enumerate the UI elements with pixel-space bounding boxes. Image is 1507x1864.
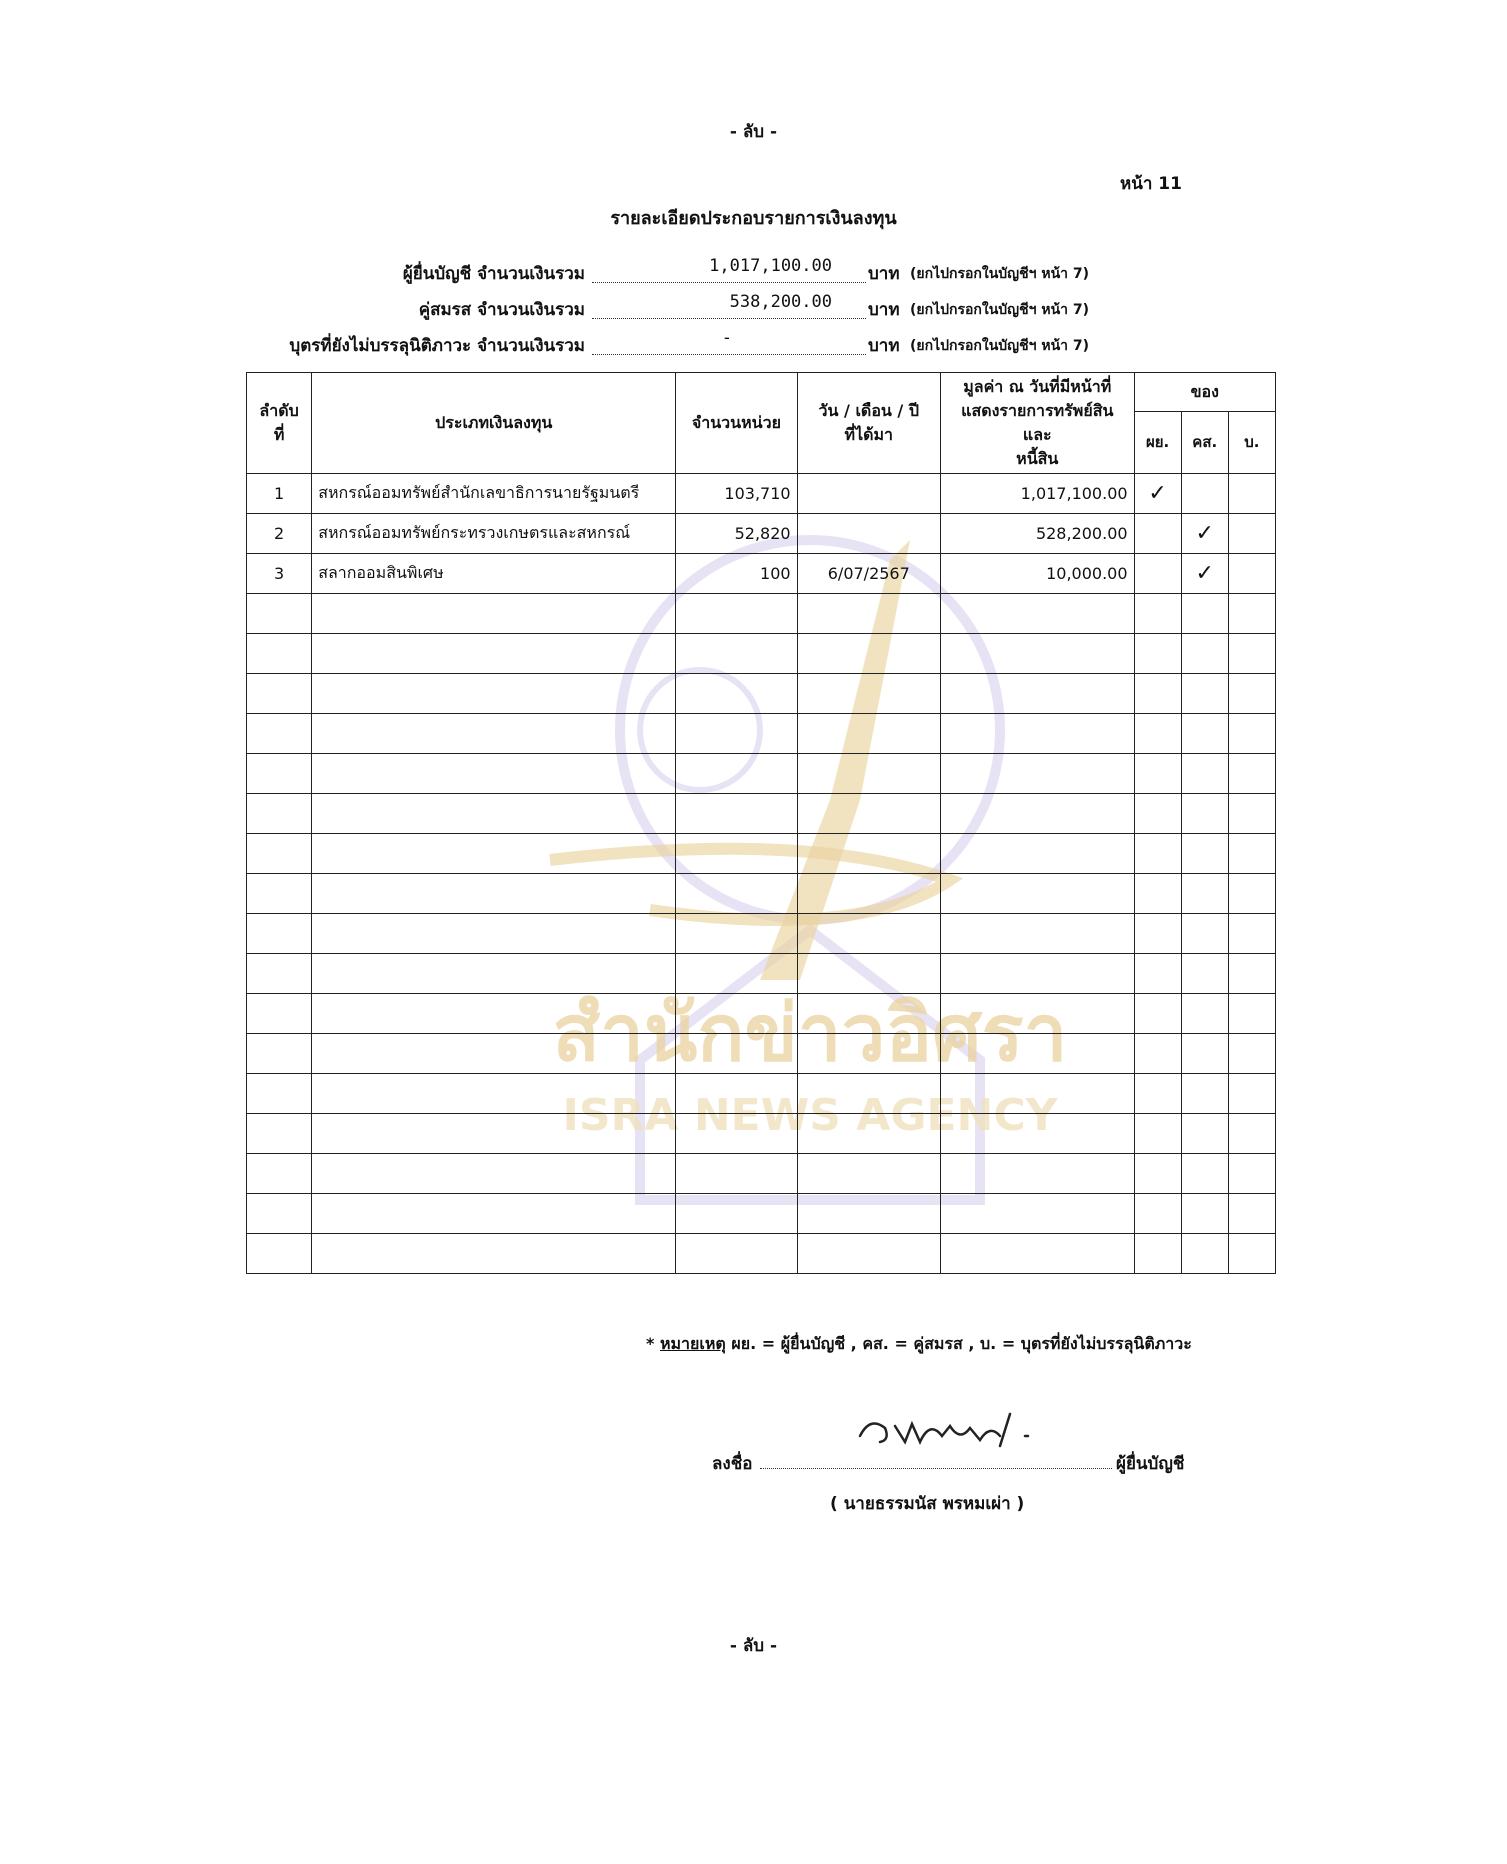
empty-cell bbox=[1181, 994, 1228, 1034]
cell-date bbox=[797, 474, 940, 514]
empty-cell bbox=[312, 1194, 676, 1234]
empty-cell bbox=[1228, 1114, 1275, 1154]
cell-value: 10,000.00 bbox=[940, 554, 1134, 594]
signature-label: ลงชื่อ bbox=[712, 1454, 753, 1474]
empty-cell bbox=[1134, 914, 1181, 954]
cell-type: สหกรณ์ออมทรัพย์กระทรวงเกษตรและสหกรณ์ bbox=[312, 514, 676, 554]
empty-cell bbox=[1134, 1234, 1181, 1274]
summary-unit: บาท bbox=[868, 300, 900, 320]
summary-amount: - bbox=[721, 328, 732, 348]
empty-cell bbox=[312, 794, 676, 834]
investment-table bbox=[246, 372, 1276, 1274]
empty-cell bbox=[676, 1154, 797, 1194]
empty-cell bbox=[312, 1234, 676, 1274]
summary-label: คู่สมรส จำนวนเงินรวม bbox=[418, 300, 585, 320]
empty-cell bbox=[247, 994, 312, 1034]
empty-cell bbox=[1181, 1234, 1228, 1274]
empty-cell bbox=[676, 874, 797, 914]
header-owner-child: บ. bbox=[1228, 412, 1275, 474]
empty-cell bbox=[797, 1154, 940, 1194]
empty-cell bbox=[1181, 1034, 1228, 1074]
empty-cell bbox=[940, 1114, 1134, 1154]
empty-cell bbox=[312, 1034, 676, 1074]
empty-cell bbox=[797, 1194, 940, 1234]
summary-unit: บาท bbox=[868, 336, 900, 356]
empty-cell bbox=[676, 634, 797, 674]
cell-owner-spouse bbox=[1181, 474, 1228, 514]
empty-cell bbox=[247, 1234, 312, 1274]
empty-cell bbox=[1134, 1154, 1181, 1194]
empty-cell bbox=[247, 954, 312, 994]
empty-cell bbox=[797, 794, 940, 834]
blank-rows bbox=[247, 594, 1276, 1274]
empty-cell bbox=[1181, 754, 1228, 794]
empty-table-row bbox=[247, 874, 1276, 914]
empty-cell bbox=[1134, 754, 1181, 794]
cell-units: 103,710 bbox=[676, 474, 797, 514]
empty-table-row bbox=[247, 754, 1276, 794]
empty-cell bbox=[1181, 874, 1228, 914]
empty-table-row bbox=[247, 834, 1276, 874]
empty-cell bbox=[1228, 1154, 1275, 1194]
empty-cell bbox=[676, 674, 797, 714]
empty-cell bbox=[940, 994, 1134, 1034]
empty-cell bbox=[1181, 954, 1228, 994]
empty-cell bbox=[676, 1114, 797, 1154]
empty-cell bbox=[1181, 674, 1228, 714]
empty-cell bbox=[676, 834, 797, 874]
empty-cell bbox=[247, 594, 312, 634]
empty-cell bbox=[676, 1074, 797, 1114]
classification-bottom: - ลับ - bbox=[729, 1636, 778, 1656]
empty-cell bbox=[1134, 674, 1181, 714]
empty-cell bbox=[312, 954, 676, 994]
summary-label: ผู้ยื่นบัญชี จำนวนเงินรวม bbox=[402, 264, 585, 284]
empty-cell bbox=[1228, 794, 1275, 834]
empty-cell bbox=[1134, 994, 1181, 1034]
empty-table-row bbox=[247, 634, 1276, 674]
signature-role: ผู้ยื่นบัญชี bbox=[1116, 1454, 1185, 1474]
empty-cell bbox=[1134, 794, 1181, 834]
empty-cell bbox=[676, 594, 797, 634]
empty-table-row bbox=[247, 994, 1276, 1034]
empty-cell bbox=[312, 714, 676, 754]
empty-cell bbox=[247, 874, 312, 914]
summary-note: (ยกไปกรอกในบัญชีฯ หน้า 7) bbox=[910, 338, 1090, 354]
empty-cell bbox=[1228, 714, 1275, 754]
empty-cell bbox=[940, 714, 1134, 754]
cell-units: 52,820 bbox=[676, 514, 797, 554]
empty-table-row bbox=[247, 954, 1276, 994]
empty-cell bbox=[1228, 754, 1275, 794]
empty-cell bbox=[312, 834, 676, 874]
header-no: ลำดับ ที่ bbox=[247, 373, 312, 474]
empty-cell bbox=[312, 1154, 676, 1194]
empty-cell bbox=[1228, 1234, 1275, 1274]
cell-units: 100 bbox=[676, 554, 797, 594]
empty-cell bbox=[676, 954, 797, 994]
empty-cell bbox=[940, 954, 1134, 994]
empty-cell bbox=[940, 674, 1134, 714]
empty-cell bbox=[940, 594, 1134, 634]
empty-table-row bbox=[247, 1034, 1276, 1074]
empty-cell bbox=[797, 874, 940, 914]
empty-cell bbox=[940, 914, 1134, 954]
cell-owner-spouse: ✓ bbox=[1181, 514, 1228, 554]
empty-table-row bbox=[247, 1074, 1276, 1114]
empty-cell bbox=[797, 714, 940, 754]
empty-cell bbox=[247, 794, 312, 834]
empty-cell bbox=[1181, 634, 1228, 674]
table-row bbox=[247, 554, 1276, 594]
summary-amount: 538,200.00 bbox=[729, 292, 832, 312]
header-owner-filer: ผย. bbox=[1134, 412, 1181, 474]
empty-table-row bbox=[247, 674, 1276, 714]
empty-cell bbox=[1228, 874, 1275, 914]
cell-owner-child bbox=[1228, 554, 1275, 594]
cell-owner-filer: ✓ bbox=[1134, 474, 1181, 514]
empty-cell bbox=[797, 954, 940, 994]
header-owner: ของ bbox=[1134, 373, 1275, 412]
empty-cell bbox=[1228, 994, 1275, 1034]
empty-cell bbox=[797, 1074, 940, 1114]
empty-cell bbox=[1134, 1114, 1181, 1154]
cell-type: สหกรณ์ออมทรัพย์สำนักเลขาธิการนายรัฐมนตรี bbox=[312, 474, 676, 514]
empty-cell bbox=[797, 1234, 940, 1274]
empty-cell bbox=[797, 634, 940, 674]
summary-label: บุตรที่ยังไม่บรรลุนิติภาวะ จำนวนเงินรวม bbox=[289, 336, 585, 356]
empty-table-row bbox=[247, 1154, 1276, 1194]
footnote bbox=[646, 1332, 1192, 1357]
cell-value: 1,017,100.00 bbox=[940, 474, 1134, 514]
footnote-star: * bbox=[646, 1334, 655, 1353]
empty-cell bbox=[1228, 914, 1275, 954]
empty-cell bbox=[797, 1034, 940, 1074]
cell-owner-child bbox=[1228, 474, 1275, 514]
classification-top: - ลับ - bbox=[729, 122, 778, 142]
empty-cell bbox=[1181, 1074, 1228, 1114]
empty-cell bbox=[797, 754, 940, 794]
empty-cell bbox=[940, 1154, 1134, 1194]
cell-owner-child bbox=[1228, 514, 1275, 554]
cell-owner-filer bbox=[1134, 554, 1181, 594]
signature-dotted-line bbox=[760, 1448, 1112, 1469]
empty-cell bbox=[1181, 1154, 1228, 1194]
watermark-english-text: ISRA NEWS AGENCY bbox=[562, 1090, 1058, 1141]
empty-cell bbox=[676, 714, 797, 754]
empty-cell bbox=[247, 674, 312, 714]
document-title: รายละเอียดประกอบรายการเงินลงทุน bbox=[610, 208, 897, 229]
header-value: มูลค่า ณ วันที่มีหน้าที่ แสดงรายการทรัพย์สินและ หนี้สิน bbox=[940, 373, 1134, 474]
empty-cell bbox=[797, 994, 940, 1034]
empty-cell bbox=[940, 1234, 1134, 1274]
cell-type: สลากออมสินพิเศษ bbox=[312, 554, 676, 594]
empty-cell bbox=[247, 1154, 312, 1194]
empty-cell bbox=[1228, 834, 1275, 874]
empty-cell bbox=[797, 594, 940, 634]
cell-no: 2 bbox=[247, 514, 312, 554]
empty-cell bbox=[1228, 674, 1275, 714]
empty-cell bbox=[940, 874, 1134, 914]
header-type: ประเภทเงินลงทุน bbox=[312, 373, 676, 474]
cell-owner-filer bbox=[1134, 514, 1181, 554]
summary-note: (ยกไปกรอกในบัญชีฯ หน้า 7) bbox=[910, 302, 1090, 318]
empty-cell bbox=[1181, 1194, 1228, 1234]
empty-cell bbox=[1134, 634, 1181, 674]
cell-no: 3 bbox=[247, 554, 312, 594]
summary-filer bbox=[0, 256, 1507, 288]
empty-cell bbox=[1181, 794, 1228, 834]
empty-cell bbox=[676, 794, 797, 834]
empty-table-row bbox=[247, 594, 1276, 634]
watermark-thai-text: สำนักข่าวอิศรา bbox=[552, 989, 1068, 1079]
empty-cell bbox=[1134, 714, 1181, 754]
empty-table-row bbox=[247, 914, 1276, 954]
empty-cell bbox=[676, 914, 797, 954]
empty-cell bbox=[940, 634, 1134, 674]
footnote-label: หมายเหตุ bbox=[659, 1334, 726, 1353]
empty-cell bbox=[1181, 594, 1228, 634]
header-owner-spouse: คส. bbox=[1181, 412, 1228, 474]
empty-cell bbox=[940, 754, 1134, 794]
empty-cell bbox=[247, 754, 312, 794]
empty-table-row bbox=[247, 1114, 1276, 1154]
cell-no: 1 bbox=[247, 474, 312, 514]
empty-cell bbox=[1134, 1034, 1181, 1074]
empty-cell bbox=[797, 834, 940, 874]
empty-cell bbox=[676, 754, 797, 794]
empty-cell bbox=[312, 754, 676, 794]
cell-value: 528,200.00 bbox=[940, 514, 1134, 554]
empty-cell bbox=[247, 1074, 312, 1114]
header-date: วัน / เดือน / ปี ที่ได้มา bbox=[797, 373, 940, 474]
empty-cell bbox=[940, 1034, 1134, 1074]
empty-cell bbox=[312, 634, 676, 674]
page-number: หน้า 11 bbox=[1120, 174, 1182, 194]
empty-cell bbox=[940, 834, 1134, 874]
empty-table-row bbox=[247, 714, 1276, 754]
empty-table-row bbox=[247, 1234, 1276, 1274]
table-row bbox=[247, 514, 1276, 554]
empty-table-row bbox=[247, 1194, 1276, 1234]
empty-cell bbox=[676, 994, 797, 1034]
empty-cell bbox=[1228, 1194, 1275, 1234]
empty-cell bbox=[1134, 1194, 1181, 1234]
empty-cell bbox=[312, 674, 676, 714]
empty-cell bbox=[247, 1114, 312, 1154]
empty-cell bbox=[940, 1074, 1134, 1114]
empty-cell bbox=[1181, 714, 1228, 754]
empty-cell bbox=[247, 1194, 312, 1234]
summary-unit: บาท bbox=[868, 264, 900, 284]
cell-owner-spouse: ✓ bbox=[1181, 554, 1228, 594]
empty-cell bbox=[312, 914, 676, 954]
empty-cell bbox=[1228, 1074, 1275, 1114]
empty-cell bbox=[1181, 834, 1228, 874]
cell-date bbox=[797, 514, 940, 554]
empty-cell bbox=[312, 1074, 676, 1114]
table-row bbox=[247, 474, 1276, 514]
empty-cell bbox=[1228, 954, 1275, 994]
empty-cell bbox=[940, 1194, 1134, 1234]
empty-cell bbox=[312, 874, 676, 914]
summary-amount: 1,017,100.00 bbox=[709, 256, 832, 276]
footnote-text: ผย. = ผู้ยื่นบัญชี , คส. = คู่สมรส , บ. = บุตรที่ยังไม่บรรลุนิติภาวะ bbox=[731, 1334, 1192, 1353]
empty-cell bbox=[247, 634, 312, 674]
empty-cell bbox=[312, 1114, 676, 1154]
empty-cell bbox=[1134, 874, 1181, 914]
empty-cell bbox=[676, 1234, 797, 1274]
empty-table-row bbox=[247, 794, 1276, 834]
empty-cell bbox=[1181, 914, 1228, 954]
empty-cell bbox=[247, 1034, 312, 1074]
empty-cell bbox=[247, 834, 312, 874]
empty-cell bbox=[1181, 1114, 1228, 1154]
empty-cell bbox=[676, 1034, 797, 1074]
empty-cell bbox=[797, 674, 940, 714]
empty-cell bbox=[247, 714, 312, 754]
empty-cell bbox=[1228, 1034, 1275, 1074]
empty-cell bbox=[312, 994, 676, 1034]
summary-spouse bbox=[0, 292, 1507, 324]
summary-child bbox=[0, 328, 1507, 360]
empty-cell bbox=[797, 914, 940, 954]
signer-name: ( นายธรรมนัส พรหมเผ่า ) bbox=[830, 1494, 1025, 1514]
empty-cell bbox=[676, 1194, 797, 1234]
empty-cell bbox=[1228, 594, 1275, 634]
empty-cell bbox=[1134, 834, 1181, 874]
empty-cell bbox=[940, 794, 1134, 834]
empty-cell bbox=[1134, 594, 1181, 634]
cell-date: 6/07/2567 bbox=[797, 554, 940, 594]
header-units: จำนวนหน่วย bbox=[676, 373, 797, 474]
empty-cell bbox=[312, 594, 676, 634]
empty-cell bbox=[247, 914, 312, 954]
empty-cell bbox=[797, 1114, 940, 1154]
summary-note: (ยกไปกรอกในบัญชีฯ หน้า 7) bbox=[910, 266, 1090, 282]
empty-cell bbox=[1134, 1074, 1181, 1114]
empty-cell bbox=[1134, 954, 1181, 994]
empty-cell bbox=[1228, 634, 1275, 674]
